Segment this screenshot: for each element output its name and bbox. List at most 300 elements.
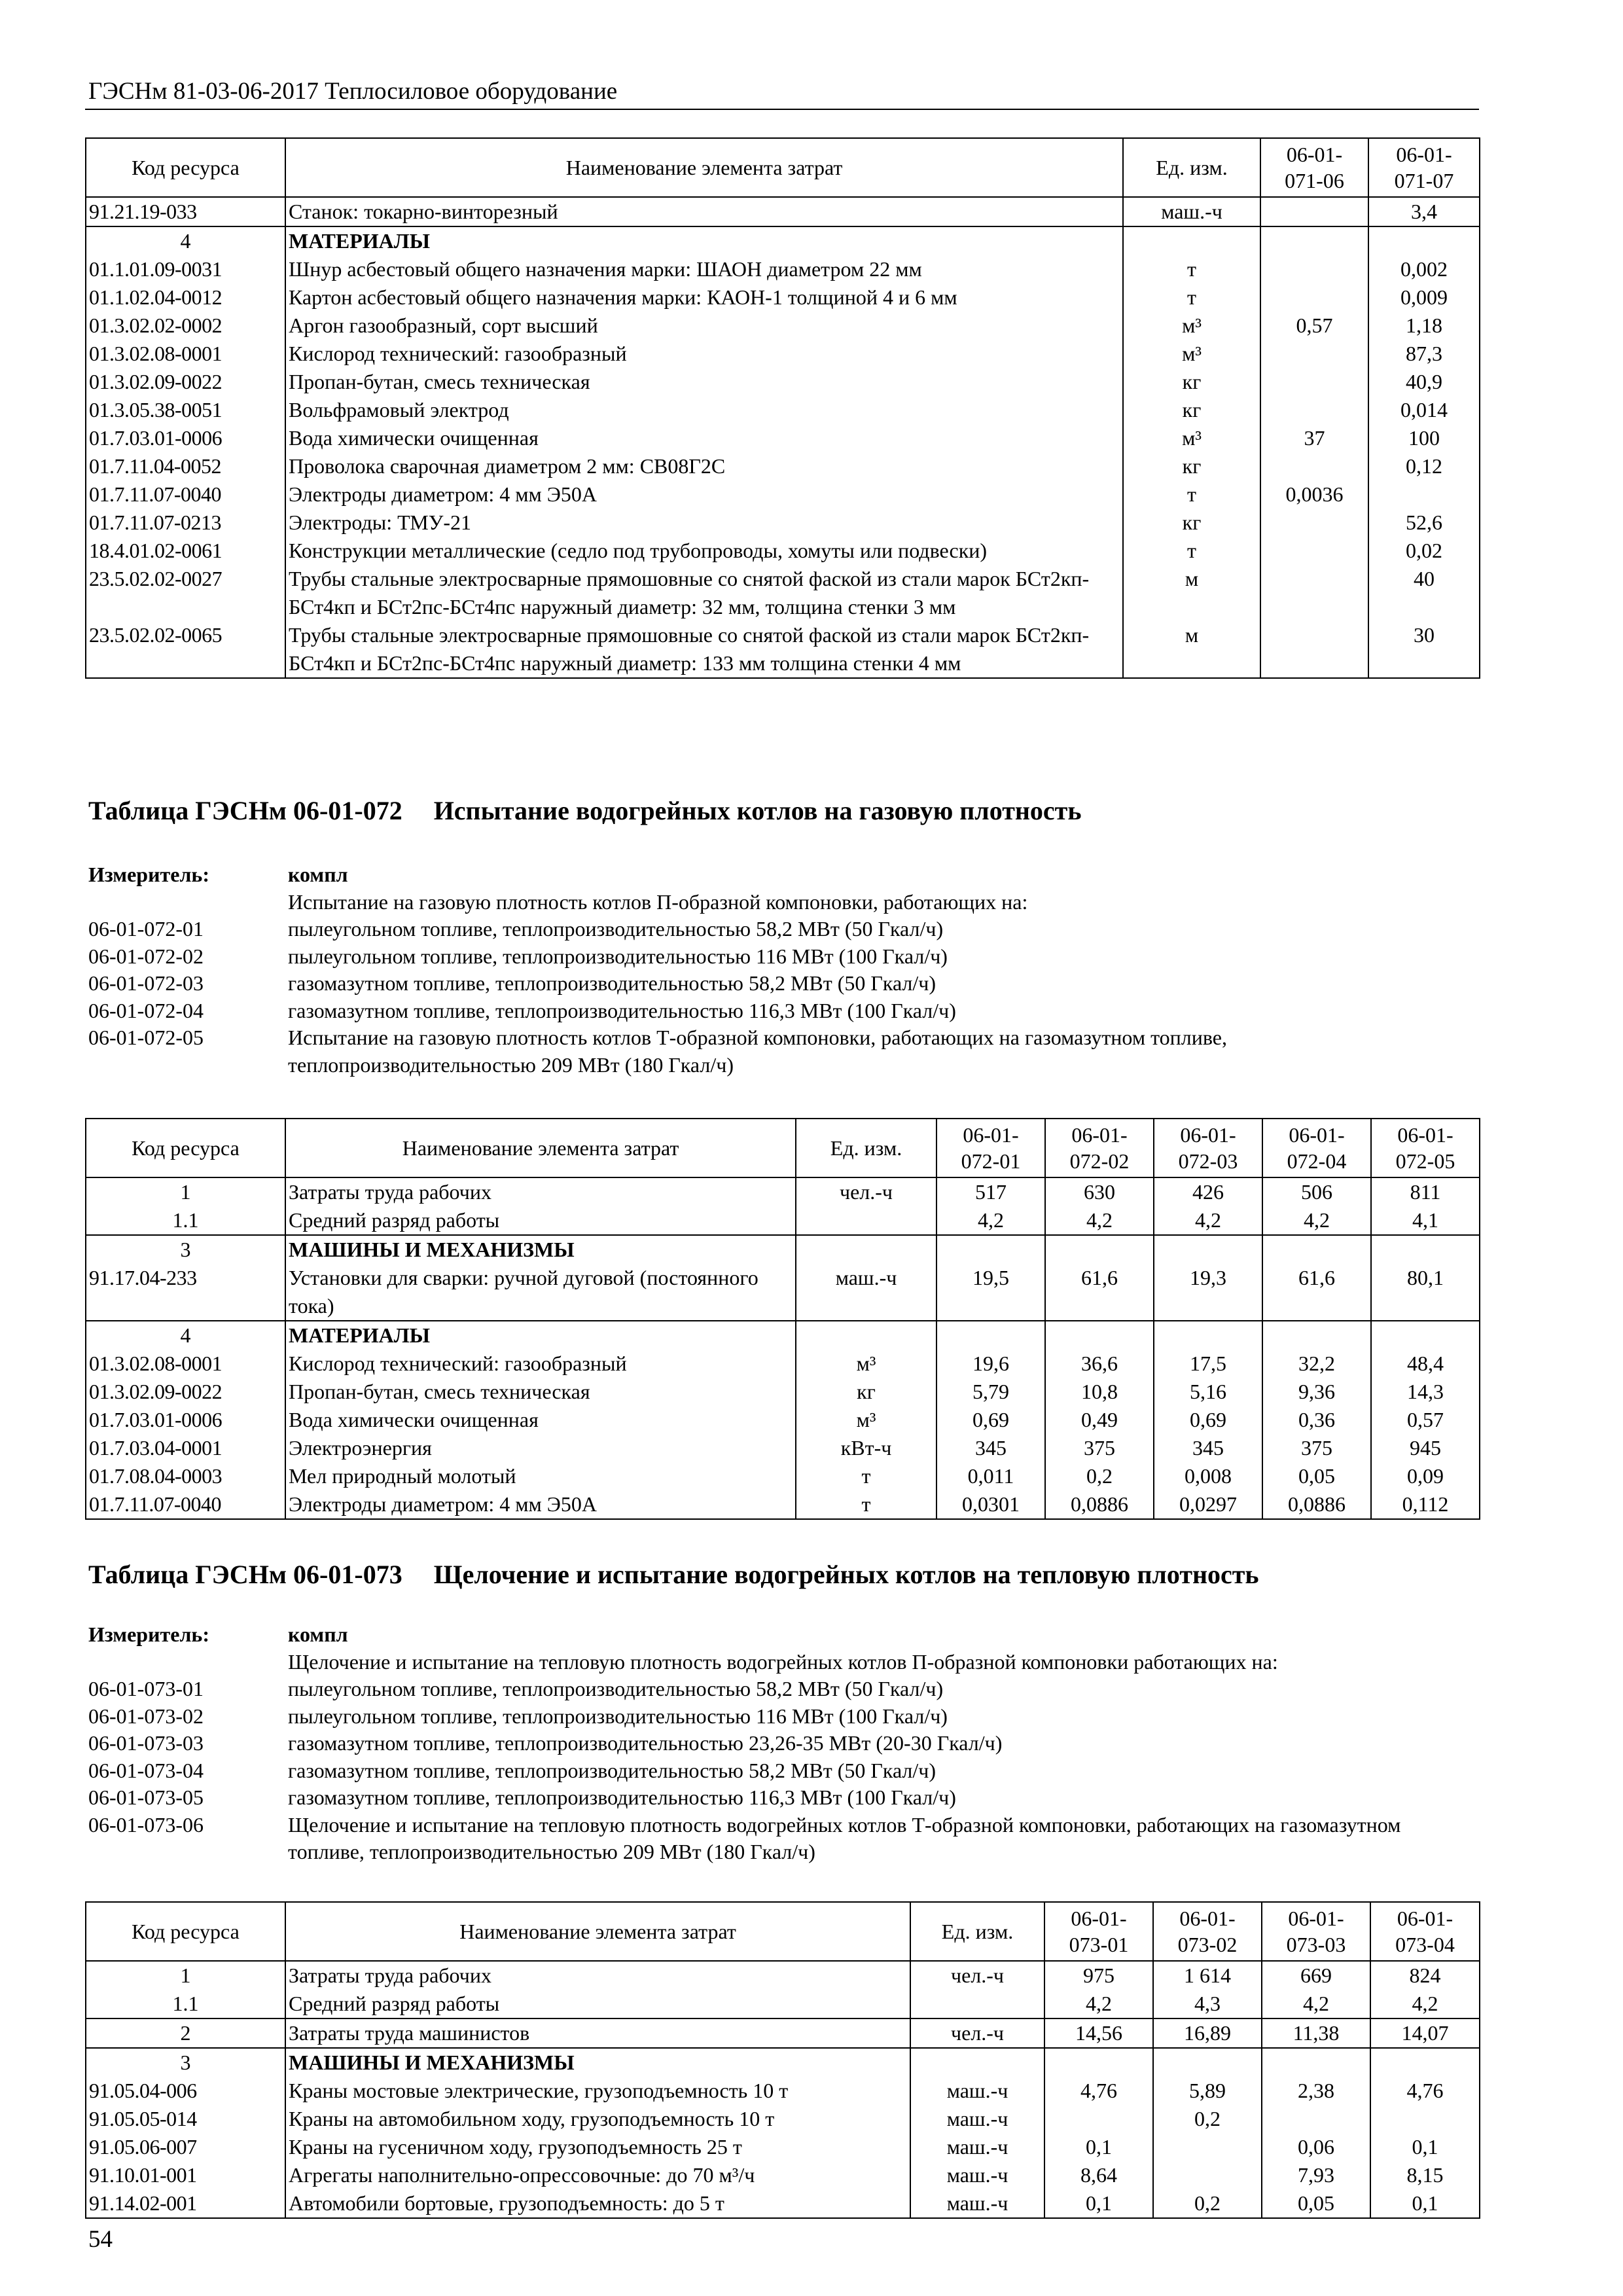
norm-value: 1,18 — [1368, 312, 1480, 340]
unit-of-measure: кг — [1123, 368, 1260, 396]
table-body — [86, 197, 1480, 678]
norm-value: 4,76 — [1044, 2077, 1153, 2105]
norm-item — [88, 1812, 1482, 1866]
norm-value: 0,0036 — [1260, 480, 1368, 509]
column-header: 06-01- 072-01 — [936, 1119, 1045, 1177]
cost-element-name: Электроды: ТМУ-21 — [285, 509, 1123, 537]
resource-table-071 — [85, 137, 1480, 679]
norm-value: 0,002 — [1368, 255, 1480, 283]
unit-of-measure — [910, 1990, 1044, 2018]
unit-of-measure: т — [1123, 537, 1260, 565]
norm-value: 945 — [1371, 1434, 1480, 1462]
norm-value: 4,2 — [936, 1206, 1045, 1235]
norm-value: 17,5 — [1154, 1350, 1262, 1378]
measure-unit: компл — [288, 1623, 348, 1646]
unit-of-measure: маш.-ч — [796, 1264, 936, 1321]
norm-value — [1260, 452, 1368, 480]
norm-code: 06-01-073-03 — [88, 1731, 204, 1755]
norm-value: 48,4 — [1371, 1350, 1480, 1378]
table-row — [86, 1177, 1480, 1206]
cost-element-name: Затраты труда рабочих — [285, 1177, 796, 1206]
cost-element-name: МАТЕРИАЛЫ — [285, 226, 1123, 255]
norm-value — [1153, 2133, 1262, 2161]
norm-value: 517 — [936, 1177, 1045, 1206]
resource-code: 1 — [86, 1961, 285, 1990]
resource-code: 01.1.01.09-0031 — [86, 255, 285, 283]
unit-of-measure: т — [796, 1490, 936, 1519]
norm-code: 06-01-073-02 — [88, 1704, 204, 1728]
norm-value: 506 — [1262, 1177, 1371, 1206]
section-row — [86, 2018, 1480, 2048]
table-row — [86, 1264, 1480, 1321]
unit-of-measure — [910, 2048, 1044, 2077]
norm-description: газомазутном топливе, теплопроизводительностью 58,2 МВт (50 Гкал/ч) — [288, 971, 936, 995]
resource-code: 01.3.02.09-0022 — [86, 368, 285, 396]
cost-element-name: Мел природный молотый — [285, 1462, 796, 1490]
norm-description: газомазутном топливе, теплопроизводительностью 58,2 МВт (50 Гкал/ч) — [288, 1758, 936, 1782]
resource-code: 1 — [86, 1177, 285, 1206]
cost-element-name: Краны на автомобильном ходу, грузоподъемность 10 т — [285, 2105, 910, 2133]
norm-description: пылеугольном топливе, теплопроизводительностью 58,2 МВт (50 Гкал/ч) — [288, 1677, 944, 1700]
norm-value — [1044, 2048, 1153, 2077]
table-row — [86, 480, 1480, 509]
unit-of-measure: чел.-ч — [910, 1961, 1044, 1990]
norm-value — [936, 1235, 1045, 1264]
norm-value: 19,5 — [936, 1264, 1045, 1321]
norm-value: 669 — [1262, 1961, 1370, 1990]
cost-element-name: Вольфрамовый электрод — [285, 396, 1123, 424]
unit-of-measure: м — [1123, 621, 1260, 678]
resource-code: 01.7.11.07-0040 — [86, 480, 285, 509]
norm-value: 9,36 — [1262, 1378, 1371, 1406]
unit-of-measure: м³ — [796, 1406, 936, 1434]
column-header: 06-01- 073-02 — [1153, 1902, 1262, 1961]
cost-element-name: Вода химически очищенная — [285, 1406, 796, 1434]
table-row — [86, 396, 1480, 424]
unit-of-measure: маш.-ч — [910, 2133, 1044, 2161]
column-header: Код ресурса — [86, 1902, 285, 1961]
measure-unit: компл — [288, 863, 348, 886]
norm-value: 0,0886 — [1262, 1490, 1371, 1519]
cost-element-name: Пропан-бутан, смесь техническая — [285, 1378, 796, 1406]
table-row — [86, 565, 1480, 621]
cost-element-name: Затраты труда машинистов — [285, 2018, 910, 2048]
page-number: 54 — [88, 2226, 113, 2253]
column-header: 06-01- 072-05 — [1371, 1119, 1480, 1177]
norm-value — [1368, 226, 1480, 255]
norm-code: 06-01-073-04 — [88, 1758, 204, 1782]
cost-element-name: МАШИНЫ И МЕХАНИЗМЫ — [285, 2048, 910, 2077]
cost-element-name: Автомобили бортовые, грузоподъемность: до 5 т — [285, 2189, 910, 2218]
norm-item — [88, 916, 1482, 943]
column-header: Ед. изм. — [1123, 138, 1260, 197]
table-row — [86, 537, 1480, 565]
norm-value: 14,56 — [1044, 2018, 1153, 2048]
table-title-072 — [88, 795, 1081, 826]
norm-value — [1262, 1321, 1371, 1350]
norm-value — [1262, 2105, 1370, 2133]
norm-value: 4,3 — [1153, 1990, 1262, 2018]
resource-code: 01.7.11.07-0213 — [86, 509, 285, 537]
column-header: 06-01- 071-07 — [1368, 138, 1480, 197]
unit-of-measure: кг — [1123, 396, 1260, 424]
norm-item — [88, 1703, 1482, 1731]
norm-value: 37 — [1260, 424, 1368, 452]
table-row — [86, 2133, 1480, 2161]
resource-code: 01.7.03.01-0006 — [86, 424, 285, 452]
table-title-code: Таблица ГЭСНм 06-01-072 — [88, 796, 402, 825]
table-title-code: Таблица ГЭСНм 06-01-073 — [88, 1560, 402, 1589]
norm-value: 4,2 — [1262, 1206, 1371, 1235]
resource-code: 91.10.01-001 — [86, 2161, 285, 2189]
norm-value: 0,0886 — [1045, 1490, 1154, 1519]
column-header: Наименование элемента затрат — [285, 1119, 796, 1177]
norm-value: 4,2 — [1262, 1990, 1370, 2018]
norm-value: 0,1 — [1370, 2189, 1480, 2218]
norm-description: пылеугольном топливе, теплопроизводительностью 58,2 МВт (50 Гкал/ч) — [288, 917, 944, 941]
resource-code: 01.7.08.04-0003 — [86, 1462, 285, 1490]
cost-element-name: Электроды диаметром: 4 мм Э50А — [285, 1490, 796, 1519]
norm-description: Щелочение и испытание на тепловую плотность водогрейных котлов Т-образной компоновки, работающих на газомазутном топливе, теплопроизводительностью 209 МВт (180 Гкал/ч) — [288, 1812, 1401, 1863]
norm-value: 80,1 — [1371, 1264, 1480, 1321]
unit-of-measure: м³ — [1123, 424, 1260, 452]
table-row — [86, 1378, 1480, 1406]
norm-value: 4,2 — [1370, 1990, 1480, 2018]
table-row — [86, 1206, 1480, 1235]
norm-code: 06-01-072-01 — [88, 917, 204, 941]
section-row — [86, 226, 1480, 255]
resource-code: 01.7.11.04-0052 — [86, 452, 285, 480]
table-row — [86, 1990, 1480, 2018]
running-header: ГЭСНм 81-03-06-2017 Теплосиловое оборудование — [88, 78, 618, 105]
table-row — [86, 424, 1480, 452]
table-title-073 — [88, 1559, 1259, 1590]
norm-code: 06-01-072-03 — [88, 971, 204, 995]
resource-code: 01.7.03.04-0001 — [86, 1434, 285, 1462]
norm-value: 0,009 — [1368, 283, 1480, 312]
norm-item — [88, 1024, 1482, 1079]
norm-value: 16,89 — [1153, 2018, 1262, 2048]
table-body — [86, 1961, 1480, 2218]
norm-value — [936, 1321, 1045, 1350]
norm-value — [1260, 396, 1368, 424]
norm-value: 4,2 — [1044, 1990, 1153, 2018]
norm-value — [1262, 1235, 1371, 1264]
norm-value: 19,6 — [936, 1350, 1045, 1378]
unit-of-measure: м³ — [1123, 340, 1260, 368]
norm-value — [1260, 537, 1368, 565]
norm-value: 11,38 — [1262, 2018, 1370, 2048]
norm-code: 06-01-073-01 — [88, 1677, 204, 1700]
unit-of-measure: м³ — [1123, 312, 1260, 340]
norm-value — [1260, 226, 1368, 255]
column-header: Ед. изм. — [796, 1119, 936, 1177]
unit-of-measure: м³ — [796, 1350, 936, 1378]
column-header: 06-01- 073-01 — [1044, 1902, 1153, 1961]
resource-code: 23.5.02.02-0027 — [86, 565, 285, 621]
cost-element-name: Затраты труда рабочих — [285, 1961, 910, 1990]
norm-value: 426 — [1154, 1177, 1262, 1206]
cost-element-name: Краны мостовые электрические, грузоподъемность 10 т — [285, 2077, 910, 2105]
unit-of-measure: т — [1123, 480, 1260, 509]
norm-value: 0,1 — [1044, 2133, 1153, 2161]
norm-value: 0,12 — [1368, 452, 1480, 480]
norm-value: 52,6 — [1368, 509, 1480, 537]
norm-value: 345 — [936, 1434, 1045, 1462]
norm-value: 40 — [1368, 565, 1480, 621]
norm-value — [1153, 2161, 1262, 2189]
resource-code: 01.3.02.09-0022 — [86, 1378, 285, 1406]
norm-code: 06-01-072-02 — [88, 944, 204, 968]
norm-value — [1371, 1235, 1480, 1264]
norm-value: 0,69 — [936, 1406, 1045, 1434]
table-row — [86, 452, 1480, 480]
cost-element-name: Пропан-бутан, смесь техническая — [285, 368, 1123, 396]
unit-of-measure: т — [796, 1462, 936, 1490]
norm-value: 0,57 — [1371, 1406, 1480, 1434]
cost-element-name: Картон асбестовый общего назначения марки: КАОН-1 толщиной 4 и 6 мм — [285, 283, 1123, 312]
table-row — [86, 2105, 1480, 2133]
norm-value: 8,15 — [1370, 2161, 1480, 2189]
norm-value — [1260, 197, 1368, 226]
table-row — [86, 621, 1480, 678]
section-row — [86, 2048, 1480, 2077]
unit-of-measure: т — [1123, 255, 1260, 283]
unit-of-measure: кг — [1123, 509, 1260, 537]
resource-code: 91.17.04-233 — [86, 1264, 285, 1321]
measure-block-072 — [88, 861, 1482, 1079]
measure-intro: Щелочение и испытание на тепловую плотность водогрейных котлов П-образной компоновки работающих на: — [288, 1649, 1278, 1674]
norm-value: 4,1 — [1371, 1206, 1480, 1235]
cost-element-name: Трубы стальные электросварные прямошовные со снятой фаской из стали марок БСт2кп-БСт4кп и БСт2пс-БСт4пс наружный диаметр: 133 мм толщина стенки 4 мм — [285, 621, 1123, 678]
unit-of-measure — [796, 1321, 936, 1350]
table-row — [86, 283, 1480, 312]
norm-value — [1260, 565, 1368, 621]
cost-element-name: Средний разряд работы — [285, 1206, 796, 1235]
norm-value — [1260, 621, 1368, 678]
norm-value: 375 — [1262, 1434, 1371, 1462]
column-header: 06-01- 072-02 — [1045, 1119, 1154, 1177]
unit-of-measure: чел.-ч — [796, 1177, 936, 1206]
norm-value: 61,6 — [1045, 1264, 1154, 1321]
resource-code: 1.1 — [86, 1990, 285, 2018]
norm-value: 0,69 — [1154, 1406, 1262, 1434]
norm-value: 87,3 — [1368, 340, 1480, 368]
norm-item — [88, 1757, 1482, 1785]
resource-code: 91.05.04-006 — [86, 2077, 285, 2105]
norm-description: газомазутном топливе, теплопроизводительностью 116,3 МВт (100 Гкал/ч) — [288, 998, 956, 1022]
norm-value: 345 — [1154, 1434, 1262, 1462]
measure-label: Измеритель: — [88, 1623, 209, 1646]
norm-value: 0,02 — [1368, 537, 1480, 565]
norm-value: 19,3 — [1154, 1264, 1262, 1321]
column-header: Код ресурса — [86, 1119, 285, 1177]
resource-code: 01.7.03.01-0006 — [86, 1406, 285, 1434]
norm-value: 100 — [1368, 424, 1480, 452]
cost-element-name: Кислород технический: газообразный — [285, 340, 1123, 368]
norm-item — [88, 1676, 1482, 1703]
unit-of-measure: маш.-ч — [910, 2105, 1044, 2133]
resource-code: 23.5.02.02-0065 — [86, 621, 285, 678]
norm-value: 4,2 — [1154, 1206, 1262, 1235]
column-header: Наименование элемента затрат — [285, 138, 1123, 197]
resource-code: 91.14.02-001 — [86, 2189, 285, 2218]
resource-code: 2 — [86, 2018, 285, 2048]
norm-value: 36,6 — [1045, 1350, 1154, 1378]
column-header: Код ресурса — [86, 138, 285, 197]
norm-value: 0,112 — [1371, 1490, 1480, 1519]
cost-element-name: Шнур асбестовый общего назначения марки: ШАОН диаметром 22 мм — [285, 255, 1123, 283]
norm-value: 30 — [1368, 621, 1480, 678]
resource-code: 01.1.02.04-0012 — [86, 283, 285, 312]
norm-value: 824 — [1370, 1961, 1480, 1990]
resource-code: 1.1 — [86, 1206, 285, 1235]
norm-value: 0,06 — [1262, 2133, 1370, 2161]
norm-value: 0,2 — [1153, 2189, 1262, 2218]
table-header — [86, 1902, 1480, 1961]
norm-value: 5,79 — [936, 1378, 1045, 1406]
cost-element-name: Аргон газообразный, сорт высший — [285, 312, 1123, 340]
norm-value: 0,008 — [1154, 1462, 1262, 1490]
cost-element-name: Краны на гусеничном ходу, грузоподъемность 25 т — [285, 2133, 910, 2161]
resource-code: 91.05.06-007 — [86, 2133, 285, 2161]
cost-element-name: Станок: токарно-винторезный — [285, 197, 1123, 226]
column-header: 06-01- 073-03 — [1262, 1902, 1370, 1961]
norm-value: 0,1 — [1370, 2133, 1480, 2161]
table-row — [86, 509, 1480, 537]
table-body — [86, 1177, 1480, 1519]
cost-element-name: Трубы стальные электросварные прямошовные со снятой фаской из стали марок БСт2кп-БСт4кп и БСт2пс-БСт4пс наружный диаметр: 32 мм, толщина стенки 3 мм — [285, 565, 1123, 621]
table-row — [86, 1350, 1480, 1378]
norm-value — [1262, 2048, 1370, 2077]
resource-code: 4 — [86, 1321, 285, 1350]
norm-value — [1370, 2105, 1480, 2133]
column-header: 06-01- 072-04 — [1262, 1119, 1371, 1177]
table-row — [86, 368, 1480, 396]
column-header: 06-01- 073-04 — [1370, 1902, 1480, 1961]
resource-code: 01.3.02.02-0002 — [86, 312, 285, 340]
table-row — [86, 1961, 1480, 1990]
table-row — [86, 2189, 1480, 2218]
norm-value — [1368, 480, 1480, 509]
norm-value: 2,38 — [1262, 2077, 1370, 2105]
unit-of-measure — [796, 1206, 936, 1235]
header-row — [86, 138, 1480, 197]
norm-value: 0,57 — [1260, 312, 1368, 340]
column-header: Ед. изм. — [910, 1902, 1044, 1961]
section-row — [86, 1235, 1480, 1264]
unit-of-measure: м — [1123, 565, 1260, 621]
cost-element-name: Проволока сварочная диаметром 2 мм: СВ08Г2С — [285, 452, 1123, 480]
cost-element-name: Агрегаты наполнительно-опрессовочные: до 70 м³/ч — [285, 2161, 910, 2189]
unit-of-measure: маш.-ч — [910, 2161, 1044, 2189]
table-title-name: Щелочение и испытание водогрейных котлов на тепловую плотность — [433, 1560, 1259, 1589]
resource-code: 01.3.02.08-0001 — [86, 1350, 285, 1378]
norm-value: 375 — [1045, 1434, 1154, 1462]
unit-of-measure: кг — [1123, 452, 1260, 480]
cost-element-name: Установки для сварки: ручной дуговой (постоянного тока) — [285, 1264, 796, 1321]
norm-value: 14,07 — [1370, 2018, 1480, 2048]
norm-value — [1045, 1321, 1154, 1350]
norm-code: 06-01-073-05 — [88, 1785, 204, 1809]
norm-value: 14,3 — [1371, 1378, 1480, 1406]
norm-value: 0,05 — [1262, 1462, 1371, 1490]
norm-value: 61,6 — [1262, 1264, 1371, 1321]
measure-block-073 — [88, 1621, 1482, 1866]
cost-element-name: Кислород технический: газообразный — [285, 1350, 796, 1378]
table-row — [86, 1434, 1480, 1462]
norm-value — [1370, 2048, 1480, 2077]
norm-value: 630 — [1045, 1177, 1154, 1206]
column-header: 06-01- 071-06 — [1260, 138, 1368, 197]
resource-code: 4 — [86, 226, 285, 255]
resource-code: 18.4.01.02-0061 — [86, 537, 285, 565]
norm-value — [1260, 340, 1368, 368]
norm-value: 975 — [1044, 1961, 1153, 1990]
resource-code: 3 — [86, 2048, 285, 2077]
norm-value: 10,8 — [1045, 1378, 1154, 1406]
table-header — [86, 1119, 1480, 1177]
norm-value: 811 — [1371, 1177, 1480, 1206]
resource-code: 91.21.19-033 — [86, 197, 285, 226]
cost-element-name: Конструкции металлические (седло под трубопроводы, хомуты или подвески) — [285, 537, 1123, 565]
norm-value: 0,36 — [1262, 1406, 1371, 1434]
norm-value: 0,011 — [936, 1462, 1045, 1490]
norm-value: 0,05 — [1262, 2189, 1370, 2218]
norm-value: 5,16 — [1154, 1378, 1262, 1406]
cost-element-name: Электроэнергия — [285, 1434, 796, 1462]
norm-value — [1260, 368, 1368, 396]
norm-value — [1045, 1235, 1154, 1264]
resource-code: 01.3.05.38-0051 — [86, 396, 285, 424]
norm-value — [1371, 1321, 1480, 1350]
table-row — [86, 340, 1480, 368]
norm-value: 5,89 — [1153, 2077, 1262, 2105]
norm-value: 40,9 — [1368, 368, 1480, 396]
norm-item — [88, 1784, 1482, 1812]
column-header: 06-01- 072-03 — [1154, 1119, 1262, 1177]
norm-value — [1154, 1235, 1262, 1264]
norm-value: 4,76 — [1370, 2077, 1480, 2105]
unit-of-measure: т — [1123, 283, 1260, 312]
unit-of-measure — [1123, 226, 1260, 255]
norm-value — [1260, 509, 1368, 537]
unit-of-measure: маш.-ч — [910, 2077, 1044, 2105]
norm-description: газомазутном топливе, теплопроизводительностью 23,26-35 МВт (20-30 Гкал/ч) — [288, 1731, 1003, 1755]
norm-value: 0,09 — [1371, 1462, 1480, 1490]
resource-code: 01.3.02.08-0001 — [86, 340, 285, 368]
table-row — [86, 197, 1480, 226]
table-row — [86, 255, 1480, 283]
table-row — [86, 2077, 1480, 2105]
norm-value: 32,2 — [1262, 1350, 1371, 1378]
norm-code: 06-01-072-04 — [88, 998, 204, 1022]
norm-value: 0,0301 — [936, 1490, 1045, 1519]
norm-value: 0,49 — [1045, 1406, 1154, 1434]
measure-intro: Испытание на газовую плотность котлов П-образной компоновки, работающих на: — [288, 889, 1028, 914]
norm-item — [88, 943, 1482, 971]
norm-value: 8,64 — [1044, 2161, 1153, 2189]
norm-description: пылеугольном топливе, теплопроизводительностью 116 МВт (100 Гкал/ч) — [288, 944, 948, 968]
cost-element-name: МАШИНЫ И МЕХАНИЗМЫ — [285, 1235, 796, 1264]
unit-of-measure: чел.-ч — [910, 2018, 1044, 2048]
norm-code: 06-01-072-05 — [88, 1026, 204, 1049]
table-row — [86, 312, 1480, 340]
norm-value — [1154, 1321, 1262, 1350]
norm-value: 0,0297 — [1154, 1490, 1262, 1519]
header-row — [86, 1119, 1480, 1177]
table-row — [86, 2161, 1480, 2189]
